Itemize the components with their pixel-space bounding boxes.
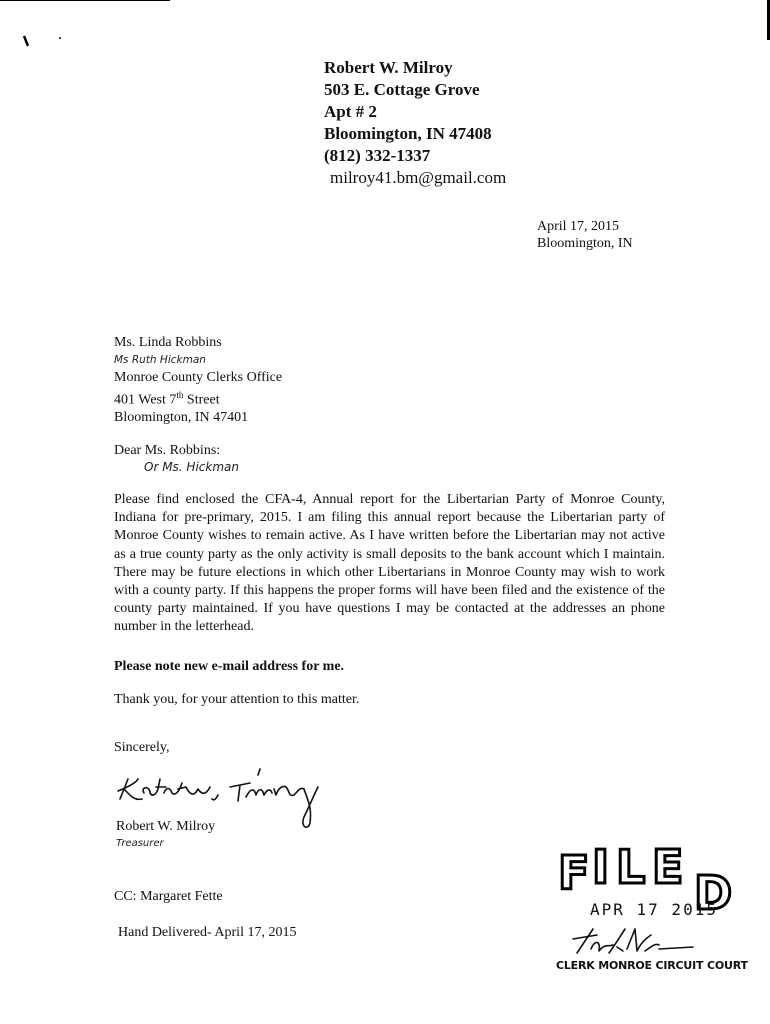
thanks-line: Thank you, for your attention to this matter. <box>114 692 360 707</box>
hand-delivered-line: Hand Delivered- April 17, 2015 <box>118 925 297 940</box>
salutation <box>114 442 239 476</box>
street-ordinal: th <box>176 389 184 400</box>
salutation-handwritten: Or Ms. Hickman <box>144 460 239 474</box>
scan-specks <box>18 32 68 56</box>
body-paragraph: Please find enclosed the CFA-4, Annual report for the Libertarian Party of Monroe County, Indiana for pre-primary, 2015. I am filing this annual report because the Libertarian party of Monroe County wishes to remain active. As I have written before the Libertarian may not active as a true county party as the only activity is small deposits to the bank account which I maintain. There may be future elections in which other Libertarians in Monroe County may wish to work with a county party. If this happens the proper forms will have been filed and the existence of the county party maintained. If you have questions I may be contacted at the addresses an phone number in the letterhead. <box>114 492 665 635</box>
sender-apt: Apt # 2 <box>324 102 377 121</box>
recipient-office: Monroe County Clerks Office <box>114 370 283 385</box>
recipient-city: Bloomington, IN 47401 <box>114 409 249 425</box>
stamp-date: APR 17 2015 <box>590 900 718 919</box>
salutation-text: Dear Ms. Robbins: <box>114 443 221 458</box>
sender-street: 503 E. Cottage Grove <box>324 80 480 99</box>
signer-name: Robert W. Milroy <box>116 819 216 834</box>
recipient-address <box>114 334 282 426</box>
stamp-letter-l: L <box>616 840 646 894</box>
letter-place: Bloomington, IN <box>537 236 633 251</box>
stamp-letter-d: D <box>694 866 733 917</box>
sender-name: Robert W. Milroy <box>324 58 453 77</box>
recipient-handwritten-name: Ms Ruth Hickman <box>114 353 206 366</box>
sender-email: milroy41.bm@gmail.com <box>330 168 507 187</box>
letterhead <box>324 57 506 189</box>
stamp-letter-i: I <box>592 840 610 894</box>
cc-line: CC: Margaret Fette <box>114 889 223 904</box>
closing: Sincerely, <box>114 740 170 755</box>
date-block <box>537 218 633 252</box>
sender-city: Bloomington, IN 47408 <box>324 124 492 143</box>
stamp-letter-f: F <box>558 846 590 900</box>
stamp-court-name: CLERK MONROE CIRCUIT COURT <box>556 959 748 972</box>
signer-block <box>116 818 215 852</box>
street-number: 401 West 7 <box>114 392 177 408</box>
sender-phone: (812) 332-1337 <box>324 146 431 165</box>
email-note: Please note new e-mail address for me. <box>114 659 345 674</box>
street-name: Street <box>183 392 220 408</box>
signer-title: Treasurer <box>116 838 164 849</box>
clerk-signature <box>565 925 705 961</box>
recipient-street <box>114 387 282 409</box>
scan-edge-line <box>0 0 170 1</box>
letter-date: April 17, 2015 <box>537 219 620 234</box>
stamp-letter-e: E <box>652 840 684 894</box>
recipient-name: Ms. Linda Robbins <box>114 335 222 350</box>
